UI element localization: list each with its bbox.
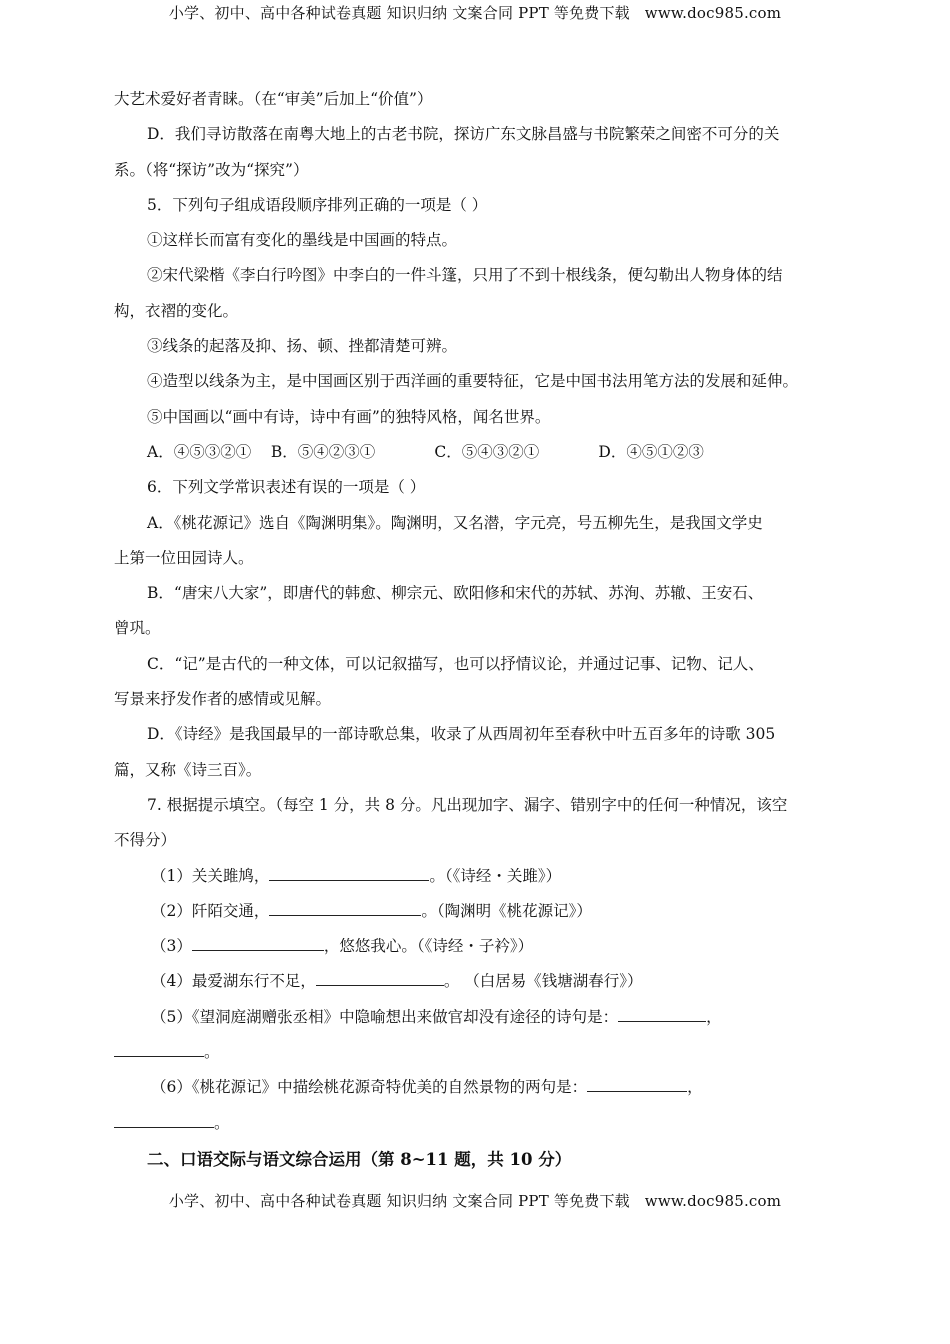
page-footer: 小学、初中、高中各种试卷真题 知识归纳 文案合同 PPT 等免费下载 www.doc985.com	[168, 1192, 782, 1210]
q7-item-5-comma: ，	[706, 1007, 722, 1026]
q7-item-5-period: 。	[204, 1043, 220, 1062]
q7-item-6	[114, 1070, 844, 1105]
q7-stem-line1: 7. 根据提示填空。（每空 1 分，共 8 分。凡出现加字、漏字、错别字中的任何一种情况，该空	[147, 795, 788, 814]
q7-item-6-comma: ，	[687, 1078, 703, 1097]
q7-item-1-prompt: （1）关关雎鸠，	[151, 866, 270, 885]
q5-sentence-4: ④造型以线条为主，是中国画区别于西洋画的重要特征，它是中国书法用笔方法的发展和延伸。	[147, 372, 799, 391]
q5-sentence-2-line2: 构，衣褶的变化。	[114, 301, 239, 320]
q7-item-6-prompt: （6）《桃花源记》中描绘桃花源奇特优美的自然景物的两句是：	[151, 1078, 588, 1097]
q7-item-3-blank[interactable]	[192, 936, 324, 951]
page-header: 小学、初中、高中各种试卷真题 知识归纳 文案合同 PPT 等免费下载 www.doc985.com	[168, 4, 782, 22]
q7-item-3-prompt: （3）	[151, 937, 192, 956]
q7-item-5-continued	[114, 1035, 844, 1070]
q7-item-2-source: 。（陶渊明《桃花源记》）	[421, 901, 592, 920]
q4-option-d-line1: D．我们寻访散落在南粤大地上的古老书院，探访广东文脉昌盛与书院繁荣之间密不可分的关	[147, 125, 780, 144]
q7-item-4-source: 。 （白居易《钱塘湖春行》）	[443, 972, 643, 991]
q6-option-c-line1: C．“记”是古代的一种文体，可以记叙描写，也可以抒情议论，并通过记事、记物、记人、	[147, 654, 764, 673]
q6-option-a-line1: A．《桃花源记》选自《陶渊明集》。陶渊明，又名潜，字元亮，号五柳先生，是我国文学史	[147, 513, 763, 532]
q7-item-6-blank-1[interactable]	[587, 1077, 687, 1092]
q4-option-d-line2: 系。（将“探访”改为“探究”）	[114, 160, 309, 179]
q7-item-1-source: 。（《诗经・关雎》）	[429, 866, 562, 885]
q7-item-5	[114, 1000, 844, 1035]
q7-item-6-blank-2[interactable]	[114, 1113, 214, 1128]
q7-item-2-prompt: （2）阡陌交通，	[151, 901, 270, 920]
q5-sentence-1: ①这样长而富有变化的墨线是中国画的特点。	[147, 231, 458, 250]
q7-stem-line2: 不得分）	[114, 831, 177, 850]
q6-option-b-line1: B．“唐宋八大家”，即唐代的韩愈、柳宗元、欧阳修和宋代的苏轼、苏洵、苏辙、王安石、	[147, 584, 764, 603]
q7-item-6-period: 。	[214, 1113, 230, 1132]
q7-item-5-blank-1[interactable]	[618, 1007, 706, 1022]
q7-item-2	[114, 894, 844, 929]
q6-option-d-line2: 篇，又称《诗三百》。	[114, 760, 262, 779]
q7-item-5-blank-2[interactable]	[114, 1042, 204, 1057]
q5-options: A．④⑤③②① B．⑤④②③① C．⑤④③②① D．④⑤①②③	[147, 442, 704, 461]
exam-content	[114, 82, 844, 1179]
q5-sentence-5: ⑤中国画以“画中有诗，诗中有画”的独特风格，闻名世界。	[147, 407, 551, 426]
q7-item-3	[114, 929, 844, 964]
q6-stem: 6．下列文学常识表述有误的一项是（ ）	[147, 478, 426, 497]
q7-item-4-prompt: （4）最爱湖东行不足，	[151, 972, 316, 991]
section-2-title: 二、口语交际与语文综合运用（第 8~11 题，共 10 分）	[147, 1149, 572, 1169]
q4-option-c-tail: 大艺术爱好者青睐。（在“审美”后加上“价值”）	[114, 90, 433, 108]
q7-item-6-continued	[114, 1106, 844, 1141]
q7-item-1-blank[interactable]	[269, 866, 429, 881]
q7-item-2-blank[interactable]	[269, 901, 421, 916]
q6-option-d-line1: D．《诗经》是我国最早的一部诗歌总集，收录了从西周初年至春秋中叶五百多年的诗歌 305	[147, 725, 776, 744]
q7-item-4	[114, 964, 844, 999]
q6-option-b-line2: 曾巩。	[114, 619, 161, 638]
q7-item-4-blank[interactable]	[316, 971, 444, 986]
q7-item-3-source: ，悠悠我心。（《诗经・子衿》）	[323, 937, 534, 956]
q6-option-a-line2: 上第一位田园诗人。	[114, 548, 254, 567]
q5-sentence-3: ③线条的起落及抑、扬、顿、挫都清楚可辨。	[147, 337, 458, 356]
q6-option-c-line2: 写景来抒发作者的感情或见解。	[114, 690, 332, 709]
q7-item-1	[114, 859, 844, 894]
q7-item-5-prompt: （5）《望洞庭湖赠张丞相》中隐喻想出来做官却没有途径的诗句是：	[151, 1007, 619, 1026]
q5-sentence-2-line1: ②宋代梁楷《李白行吟图》中李白的一件斗篷，只用了不到十根线条，便勾勒出人物身体的结	[147, 266, 783, 285]
q5-stem: 5．下列句子组成语段顺序排列正确的一项是（ ）	[147, 195, 488, 214]
